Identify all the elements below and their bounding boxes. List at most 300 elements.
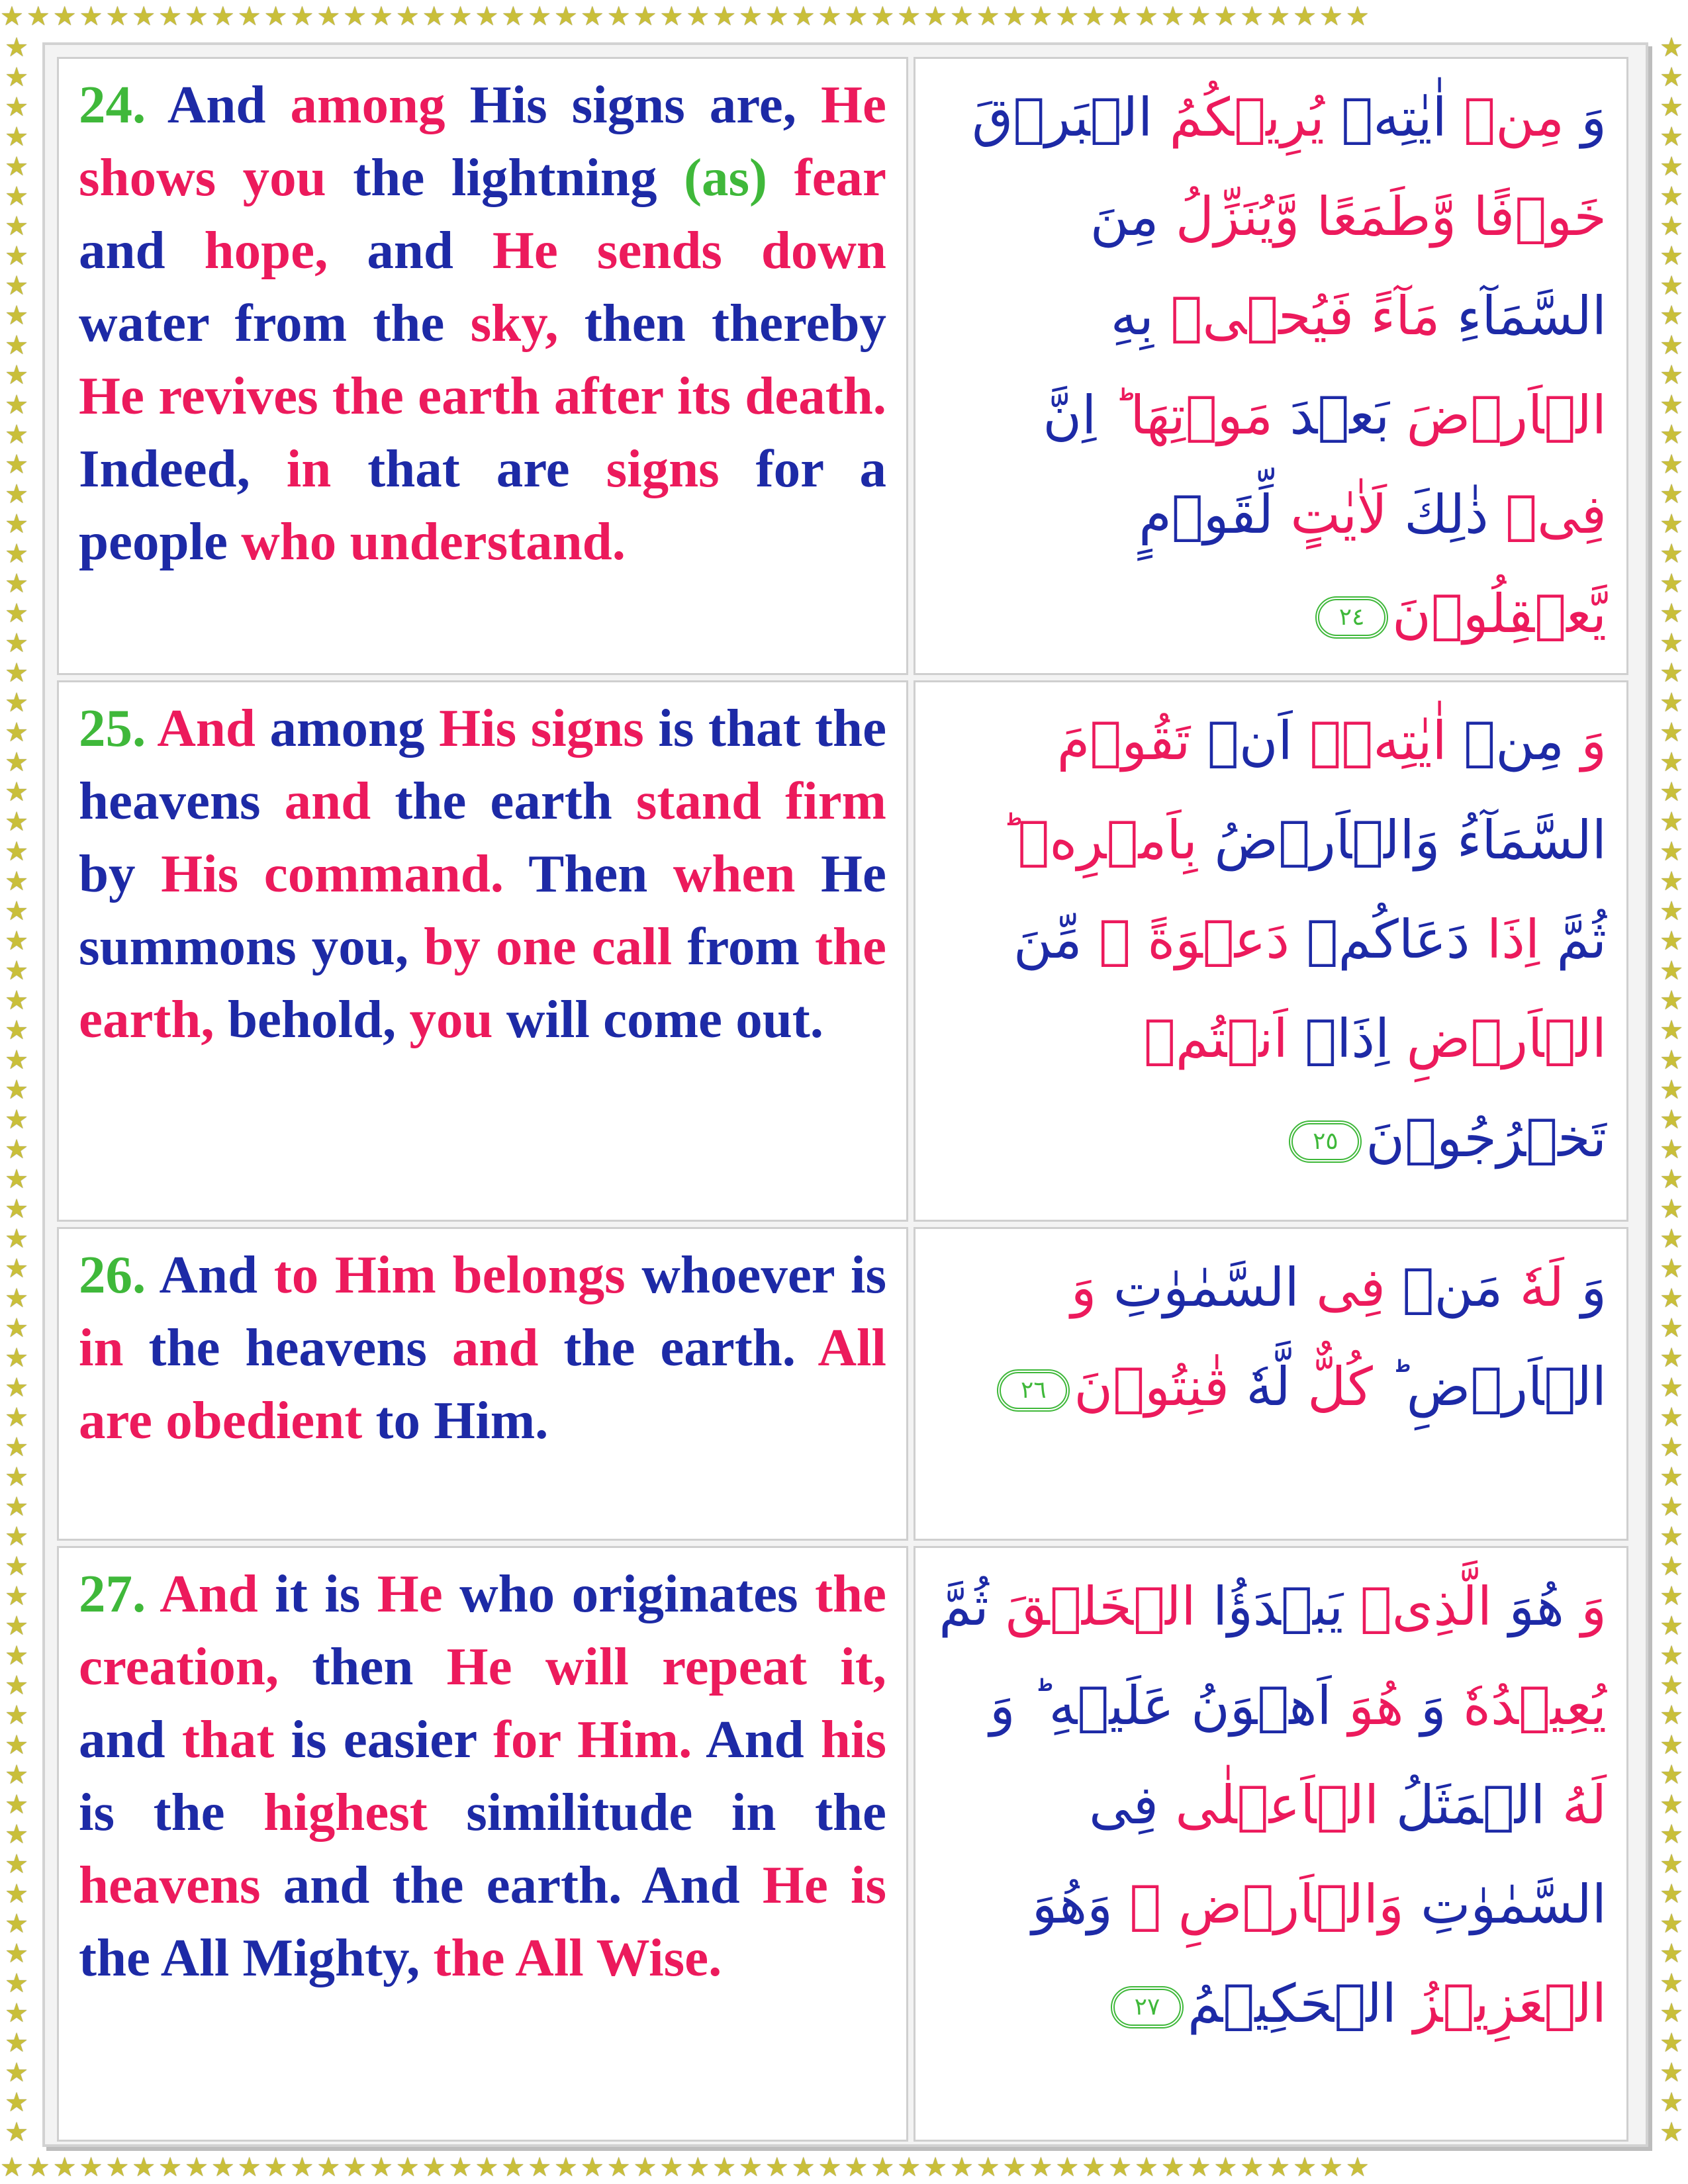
star-icon: ★ <box>1240 1 1267 32</box>
text-segment: And <box>160 1564 275 1623</box>
star-icon: ★ <box>870 2152 898 2183</box>
star-icon: ★ <box>633 2152 660 2183</box>
star-icon: ★ <box>1660 539 1683 569</box>
text-segment: دَعۡوَةً ۖ <box>1082 909 1290 970</box>
text-segment: that are <box>367 439 606 498</box>
star-icon: ★ <box>870 1 898 32</box>
text-segment: فِى <box>1299 1257 1386 1318</box>
star-icon: ★ <box>1660 1134 1683 1165</box>
text-segment: هُوَ <box>1331 1675 1404 1737</box>
text-segment: اِذَاۤ <box>1288 1008 1390 1069</box>
text-segment: الۡبَرۡقَ <box>972 87 1153 148</box>
text-segment: signs <box>606 439 756 498</box>
text-segment: and the earth. <box>283 1855 642 1915</box>
star-icon: ★ <box>1660 300 1683 331</box>
star-icon: ★ <box>659 2152 686 2183</box>
star-icon: ★ <box>1293 2152 1319 2183</box>
text-segment: Indeed, <box>79 439 287 498</box>
star-icon: ★ <box>1660 479 1683 510</box>
star-icon: ★ <box>1660 658 1683 688</box>
text-segment: the lightning <box>353 148 684 207</box>
star-icon: ★ <box>5 1164 28 1195</box>
star-icon: ★ <box>316 1 344 32</box>
text-segment: الۡاَرۡضِ <box>1389 1008 1607 1069</box>
star-icon: ★ <box>1160 1 1188 32</box>
text-segment: 27. <box>79 1564 160 1623</box>
star-border-top <box>0 0 1688 33</box>
text-segment: similitude in the <box>466 1782 886 1842</box>
text-segment: لَهٗ <box>1503 1257 1564 1318</box>
star-icon: ★ <box>1660 1909 1683 1939</box>
text-segment: And <box>159 1245 274 1304</box>
text-segment: stand firm <box>635 771 886 831</box>
star-icon: ★ <box>1134 2152 1161 2183</box>
star-icon: ★ <box>897 1 924 32</box>
text-segment: وَهُوَ <box>1031 1874 1113 1935</box>
star-icon: ★ <box>1660 62 1683 93</box>
star-icon: ★ <box>1002 1 1029 32</box>
star-icon: ★ <box>1319 2152 1346 2183</box>
star-icon: ★ <box>1082 2152 1109 2183</box>
text-segment: He will repeat it, <box>446 1637 886 1696</box>
text-segment: His command. <box>161 844 529 903</box>
star-icon: ★ <box>818 1 845 32</box>
star-icon: ★ <box>475 1 502 32</box>
star-icon: ★ <box>1660 1402 1683 1433</box>
star-icon: ★ <box>5 1760 28 1790</box>
star-icon: ★ <box>1660 1045 1683 1075</box>
star-icon: ★ <box>5 420 28 450</box>
star-icon: ★ <box>1660 1551 1683 1582</box>
star-icon: ★ <box>5 241 28 271</box>
verse-row <box>57 1227 1628 1541</box>
text-segment: الۡحَكِيۡمُ <box>1187 1973 1397 2034</box>
star-icon: ★ <box>5 1879 28 1909</box>
text-segment: لَهُ <box>1545 1774 1607 1836</box>
text-segment: and <box>451 1318 564 1377</box>
star-icon: ★ <box>1660 747 1683 778</box>
text-segment: among <box>269 698 440 758</box>
star-icon: ★ <box>1660 837 1683 867</box>
text-segment: وَّيُنَزِّلُ <box>1158 186 1300 248</box>
star-icon: ★ <box>5 1402 28 1433</box>
verse-row <box>57 680 1628 1222</box>
star-icon: ★ <box>791 2152 818 2183</box>
text-segment: the earth, <box>79 917 887 1049</box>
star-icon: ★ <box>1319 1 1346 32</box>
star-icon: ★ <box>1082 1 1109 32</box>
text-segment: مَوۡتِهَا ؕ <box>1096 385 1273 446</box>
text-segment: اِذَا <box>1470 909 1540 970</box>
star-icon: ★ <box>1055 1 1082 32</box>
text-segment: يَّعۡقِلُوۡنَ <box>1392 583 1607 645</box>
star-border-bottom <box>0 2151 1688 2184</box>
text-segment: دَعَاكُمۡ <box>1289 909 1470 970</box>
star-icon: ★ <box>5 92 28 122</box>
star-border-right <box>1655 33 1688 2151</box>
star-icon: ★ <box>105 1 132 32</box>
star-icon: ★ <box>844 1 871 32</box>
text-segment: يُرِيۡكُمُ <box>1152 87 1325 148</box>
star-icon: ★ <box>1660 1432 1683 1463</box>
star-icon: ★ <box>1029 1 1056 32</box>
star-icon: ★ <box>1660 1283 1683 1314</box>
star-icon: ★ <box>5 1045 28 1075</box>
text-segment: عَلَيۡهِ ؕ <box>1015 1675 1174 1737</box>
text-segment: in <box>286 439 368 498</box>
star-icon: ★ <box>5 896 28 927</box>
star-icon: ★ <box>5 122 28 152</box>
star-icon: ★ <box>343 1 370 32</box>
star-icon: ★ <box>1660 1670 1683 1701</box>
text-segment: whoever is <box>641 1245 886 1304</box>
star-icon: ★ <box>1660 598 1683 629</box>
star-icon: ★ <box>1660 1641 1683 1671</box>
text-segment: 24. <box>79 75 167 134</box>
text-segment: then thereby <box>584 293 886 353</box>
star-icon: ★ <box>263 2152 291 2183</box>
text-segment: He summons you, <box>79 844 886 976</box>
star-icon: ★ <box>105 2152 132 2183</box>
star-icon: ★ <box>5 1492 28 1522</box>
star-icon: ★ <box>1660 956 1683 986</box>
text-segment: for Him. <box>492 1709 706 1769</box>
text-segment: then <box>312 1637 447 1696</box>
star-icon: ★ <box>26 1 53 32</box>
text-segment: وَ <box>1403 1675 1446 1737</box>
star-icon: ★ <box>185 1 211 32</box>
text-segment: highest <box>263 1782 467 1842</box>
text-segment: مِّنَ <box>1013 909 1082 970</box>
arabic-text <box>914 57 1628 675</box>
english-translation <box>57 57 908 675</box>
star-icon: ★ <box>5 1015 28 1046</box>
star-icon: ★ <box>395 1 422 32</box>
star-icon: ★ <box>1660 1105 1683 1135</box>
star-icon: ★ <box>5 1670 28 1701</box>
star-icon: ★ <box>1660 33 1683 63</box>
star-icon: ★ <box>712 2152 739 2183</box>
star-icon: ★ <box>132 2152 159 2183</box>
star-icon: ★ <box>5 390 28 420</box>
text-segment: وَالۡاَرۡضِ ۚ <box>1112 1874 1404 1935</box>
text-segment: مِنَ <box>1090 186 1159 248</box>
star-icon: ★ <box>5 33 28 63</box>
star-icon: ★ <box>79 1 106 32</box>
text-segment: you <box>409 989 506 1049</box>
text-segment: will come out. <box>506 989 824 1049</box>
star-icon: ★ <box>1660 688 1683 718</box>
text-segment: وَّطَمَعًا <box>1299 186 1457 248</box>
text-segment: fear <box>794 148 886 207</box>
star-icon: ★ <box>5 658 28 688</box>
text-segment: the earth <box>395 771 636 831</box>
verse-row <box>57 1546 1628 2142</box>
star-icon: ★ <box>5 330 28 361</box>
text-segment: اَنۡتُمۡ <box>1143 1008 1288 1069</box>
star-icon: ★ <box>52 1 79 32</box>
text-segment: بَعۡدَ <box>1272 385 1390 446</box>
text-segment: All are obedient <box>79 1318 886 1450</box>
star-icon: ★ <box>1055 2152 1082 2183</box>
star-icon: ★ <box>5 271 28 301</box>
star-icon: ★ <box>1660 1879 1683 1909</box>
star-icon: ★ <box>976 2152 1003 2183</box>
text-segment: تَخۡرُجُوۡنَ <box>1366 1107 1607 1169</box>
star-icon: ★ <box>5 1075 28 1105</box>
star-icon: ★ <box>1660 807 1683 837</box>
star-icon: ★ <box>1660 777 1683 807</box>
star-icon: ★ <box>5 1700 28 1731</box>
text-segment: to Him. <box>375 1390 549 1450</box>
star-icon: ★ <box>5 211 28 242</box>
star-icon: ★ <box>1660 360 1683 390</box>
star-icon: ★ <box>1293 1 1319 32</box>
text-segment: Then <box>528 844 673 903</box>
star-icon: ★ <box>1345 2152 1372 2183</box>
text-segment: اٰيٰتِهٖۤ <box>1292 710 1447 772</box>
text-segment: the All Mighty, <box>79 1928 434 1987</box>
text-segment: خَوۡفًا <box>1456 186 1607 248</box>
text-segment: He shows you <box>79 75 887 207</box>
star-icon: ★ <box>1660 271 1683 301</box>
star-border-left <box>0 33 33 2151</box>
star-icon: ★ <box>5 926 28 956</box>
star-icon: ★ <box>1187 2152 1214 2183</box>
star-icon: ★ <box>1660 2087 1683 2118</box>
text-segment: مَنۡ <box>1385 1257 1503 1318</box>
text-segment: from <box>687 917 816 976</box>
star-icon: ★ <box>1660 241 1683 271</box>
text-segment: وَالۡاَرۡضُ <box>1197 809 1440 871</box>
star-icon: ★ <box>1660 1819 1683 1850</box>
star-icon: ★ <box>369 2152 396 2183</box>
text-segment: وَ <box>1070 1257 1097 1318</box>
star-icon: ★ <box>5 1909 28 1939</box>
star-icon: ★ <box>1660 1522 1683 1552</box>
star-icon: ★ <box>1660 926 1683 956</box>
star-icon: ★ <box>5 479 28 510</box>
star-icon: ★ <box>5 1343 28 1373</box>
text-segment: behold, <box>227 989 410 1049</box>
text-segment: فِىۡ <box>1488 484 1607 545</box>
star-icon: ★ <box>501 2152 528 2183</box>
star-icon: ★ <box>5 2087 28 2118</box>
english-translation <box>57 1227 908 1541</box>
star-icon: ★ <box>1660 569 1683 599</box>
star-icon: ★ <box>316 2152 344 2183</box>
arabic-text <box>914 1546 1628 2142</box>
text-segment: اَنۡ <box>1190 710 1293 772</box>
text-segment: مِنۡ <box>1446 87 1564 148</box>
star-icon: ★ <box>5 1551 28 1582</box>
star-icon: ★ <box>791 1 818 32</box>
star-icon: ★ <box>1108 2152 1135 2183</box>
star-icon: ★ <box>712 1 739 32</box>
star-icon: ★ <box>5 1819 28 1850</box>
star-icon: ★ <box>369 1 396 32</box>
star-icon: ★ <box>52 2152 79 2183</box>
text-segment: his <box>820 1709 886 1769</box>
star-icon: ★ <box>1660 1730 1683 1760</box>
text-segment: it is <box>275 1564 377 1623</box>
star-icon: ★ <box>1660 2028 1683 2058</box>
star-icon: ★ <box>5 837 28 867</box>
star-icon: ★ <box>0 1 26 32</box>
star-icon: ★ <box>5 1313 28 1343</box>
star-icon: ★ <box>1660 1194 1683 1224</box>
star-icon: ★ <box>1660 1164 1683 1195</box>
ayah-number-badge: ٢٦ <box>997 1369 1070 1412</box>
star-icon: ★ <box>0 2152 26 2183</box>
star-icon: ★ <box>5 1105 28 1135</box>
text-segment: مَآءً <box>1354 285 1440 347</box>
text-segment: He revives the earth after its death. <box>79 366 886 426</box>
star-icon: ★ <box>659 1 686 32</box>
star-icon: ★ <box>1660 181 1683 212</box>
text-segment: the creation, <box>79 1564 886 1696</box>
star-icon: ★ <box>290 1 317 32</box>
star-icon: ★ <box>5 1641 28 1671</box>
star-icon: ★ <box>5 1968 28 1999</box>
text-segment: 25. <box>79 698 158 758</box>
star-icon: ★ <box>1660 1224 1683 1254</box>
text-segment: الۡمَثَلُ <box>1379 1774 1546 1836</box>
text-segment: ذٰلِكَ <box>1387 484 1489 545</box>
english-translation <box>57 680 908 1222</box>
star-icon: ★ <box>1660 1015 1683 1046</box>
star-icon: ★ <box>343 2152 370 2183</box>
text-segment: in <box>79 1318 149 1377</box>
star-icon: ★ <box>5 1224 28 1254</box>
arabic-text <box>914 680 1628 1222</box>
text-segment: He <box>377 1564 460 1623</box>
text-segment: الۡخَلۡقَ <box>988 1576 1196 1637</box>
star-icon: ★ <box>1660 896 1683 927</box>
text-segment: الۡاَرۡضِ ؕ <box>1372 1356 1607 1418</box>
star-icon: ★ <box>5 598 28 629</box>
text-segment: and <box>367 220 492 280</box>
star-icon: ★ <box>1240 2152 1267 2183</box>
star-icon: ★ <box>185 2152 211 2183</box>
star-icon: ★ <box>1108 1 1135 32</box>
star-icon: ★ <box>528 1 555 32</box>
text-segment: and <box>79 220 205 280</box>
text-segment: السَّمٰوٰتِ <box>1096 1257 1299 1318</box>
text-segment: اٰيٰتِهٖ <box>1324 87 1447 148</box>
star-icon: ★ <box>5 1194 28 1224</box>
text-segment: لَّهٗ <box>1229 1356 1291 1418</box>
star-icon: ★ <box>923 2152 950 2183</box>
star-icon: ★ <box>1160 2152 1188 2183</box>
star-icon: ★ <box>554 2152 581 2183</box>
text-segment: who understand. <box>241 512 626 571</box>
star-icon: ★ <box>211 1 238 32</box>
star-icon: ★ <box>739 2152 765 2183</box>
star-icon: ★ <box>5 360 28 390</box>
star-icon: ★ <box>5 1373 28 1403</box>
star-icon: ★ <box>5 747 28 778</box>
star-icon: ★ <box>818 2152 845 2183</box>
star-icon: ★ <box>1134 1 1161 32</box>
text-segment: وَ <box>1564 1576 1607 1637</box>
star-icon: ★ <box>158 1 185 32</box>
text-segment: by <box>79 844 162 903</box>
star-icon: ★ <box>1660 390 1683 420</box>
text-segment: to Him <box>273 1245 453 1304</box>
star-icon: ★ <box>1660 420 1683 450</box>
star-icon: ★ <box>1660 866 1683 897</box>
text-segment: hope, <box>204 220 367 280</box>
star-icon: ★ <box>5 777 28 807</box>
text-segment: تَقُوۡمَ <box>1056 710 1191 772</box>
text-segment: كُلٌّ <box>1290 1356 1373 1418</box>
star-icon: ★ <box>1660 1075 1683 1105</box>
star-icon: ★ <box>1660 1790 1683 1820</box>
star-icon: ★ <box>1002 2152 1029 2183</box>
star-icon: ★ <box>5 1462 28 1492</box>
text-segment: 26. <box>79 1245 160 1304</box>
star-icon: ★ <box>211 2152 238 2183</box>
star-icon: ★ <box>1660 92 1683 122</box>
verses-body <box>57 57 1628 2142</box>
text-segment: وَ <box>1564 87 1607 148</box>
star-icon: ★ <box>395 2152 422 2183</box>
star-icon: ★ <box>1660 1373 1683 1403</box>
text-segment: فَيُحۡىٖ <box>1153 285 1354 347</box>
text-segment: the All Wise. <box>433 1928 722 1987</box>
text-segment: الۡاَرۡضَ <box>1389 385 1607 446</box>
star-icon: ★ <box>1213 1 1241 32</box>
text-segment: And <box>167 75 291 134</box>
star-icon: ★ <box>1660 1581 1683 1612</box>
star-icon: ★ <box>1660 211 1683 242</box>
text-segment: بِهِ <box>1110 285 1154 347</box>
star-icon: ★ <box>5 539 28 569</box>
star-icon: ★ <box>1660 509 1683 539</box>
text-segment: لَاٰيٰتٍ <box>1273 484 1387 545</box>
star-icon: ★ <box>606 2152 633 2183</box>
star-icon: ★ <box>633 1 660 32</box>
star-icon: ★ <box>1660 1611 1683 1641</box>
star-icon: ★ <box>5 807 28 837</box>
star-icon: ★ <box>1660 1462 1683 1492</box>
text-segment: He is <box>762 1855 887 1915</box>
ayah-number-badge: ٢٤ <box>1315 596 1388 639</box>
english-translation <box>57 1546 908 2142</box>
text-segment: وَ <box>1564 1257 1607 1318</box>
star-icon: ★ <box>765 1 792 32</box>
text-segment: that <box>181 1709 291 1769</box>
text-segment: heavens <box>79 1855 283 1915</box>
star-icon: ★ <box>1660 1938 1683 1969</box>
star-icon: ★ <box>5 1849 28 1880</box>
star-icon: ★ <box>448 1 475 32</box>
star-icon: ★ <box>5 152 28 182</box>
text-segment: when <box>673 844 821 903</box>
ayah-number-badge: ٢٥ <box>1289 1120 1362 1163</box>
star-icon: ★ <box>606 1 633 32</box>
star-icon: ★ <box>554 1 581 32</box>
text-segment: the heavens <box>148 1318 452 1377</box>
verse-row <box>57 57 1628 675</box>
text-segment: الۡعَزِيۡزُ <box>1396 1973 1607 2034</box>
star-icon: ★ <box>5 2117 28 2148</box>
star-icon: ★ <box>5 1581 28 1612</box>
text-segment: is that the heavens <box>79 698 887 831</box>
ayah-number-badge: ٢٧ <box>1111 1986 1184 2028</box>
star-icon: ★ <box>528 2152 555 2183</box>
